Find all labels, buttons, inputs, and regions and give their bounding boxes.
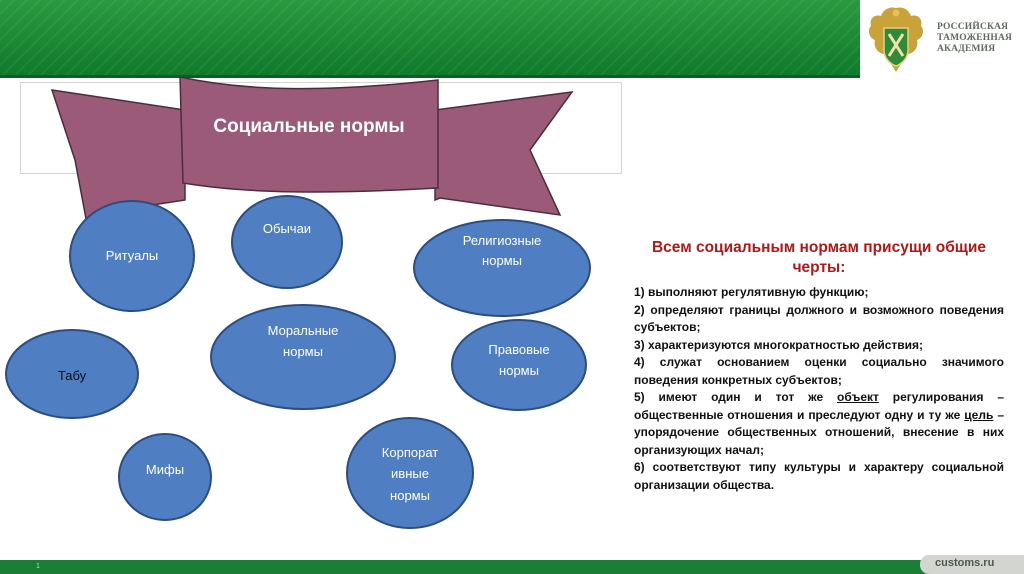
norm-label: Правовые xyxy=(488,342,550,357)
diagram-title: Социальные нормы xyxy=(213,116,405,137)
feature-item-1: 1) выполняют регулятивную функцию; xyxy=(634,285,869,299)
features-heading: Всем социальным нормам присущи общие черты: xyxy=(651,239,987,276)
academy-line-3: АКАДЕМИЯ xyxy=(937,44,996,54)
norm-circle-legal xyxy=(452,320,586,410)
academy-line-2: ТАМОЖЕННАЯ xyxy=(937,33,1013,43)
norm-label: нормы xyxy=(283,344,323,359)
norm-circle-rituals xyxy=(70,201,194,311)
norm-label: Обычаи xyxy=(262,221,312,236)
features-textbox xyxy=(634,238,1004,494)
norm-label: Моральные xyxy=(267,323,339,338)
norm-circle-taboo xyxy=(6,330,138,418)
footer-page-mark: 1 xyxy=(36,563,40,570)
norm-circle-corporate xyxy=(347,418,473,528)
norm-circle-religious xyxy=(414,220,590,316)
academy-line-1: РОССИЙСКАЯ xyxy=(937,22,1009,32)
feature-item-5-part: регулирования – общественные отношения и преследуют одну и ту же xyxy=(634,390,1004,422)
double-headed-eagle-emblem-icon xyxy=(865,4,927,76)
feature-item-5-part: – упорядочение общественных отношений, внесение в них организующих начал; xyxy=(634,407,1005,457)
ribbon-right-tail xyxy=(435,92,572,215)
norm-label: Мифы xyxy=(145,462,185,477)
norm-label: ивные xyxy=(391,466,429,481)
footer-bar xyxy=(0,560,1024,574)
footer-site-link[interactable]: customs.ru xyxy=(935,557,995,569)
norm-circle-myths xyxy=(119,434,211,520)
norm-label: нормы xyxy=(482,253,522,268)
norm-label: Корпорат xyxy=(381,445,439,460)
feature-item-3: 3) характеризуются многократностью действия; xyxy=(634,337,924,352)
norm-circle-customs xyxy=(232,196,342,288)
norm-label: Ритуалы xyxy=(105,248,159,263)
norm-label: нормы xyxy=(499,363,539,378)
feature-item-5-object: объект xyxy=(837,390,879,404)
norm-label: Табу xyxy=(57,368,87,383)
feature-item-6: 6) соответствуют типу культуры и характеру социальной организации общества. xyxy=(634,460,1004,492)
feature-item-5-goal: цель xyxy=(964,407,994,422)
feature-item-5 xyxy=(634,389,1004,459)
norm-circle-moral xyxy=(211,305,395,409)
feature-item-2: 2) определяют границы должного и возможного поведения субъектов; xyxy=(634,302,1004,334)
academy-name xyxy=(937,22,1012,55)
feature-item-5-part: 5) имеют один и тот же xyxy=(634,390,838,404)
norm-label: Религиозные xyxy=(462,233,542,248)
norm-label: нормы xyxy=(390,488,430,503)
feature-item-4: 4) служат основанием оценки социально значимого поведения конкретных субъектов; xyxy=(634,355,1004,387)
